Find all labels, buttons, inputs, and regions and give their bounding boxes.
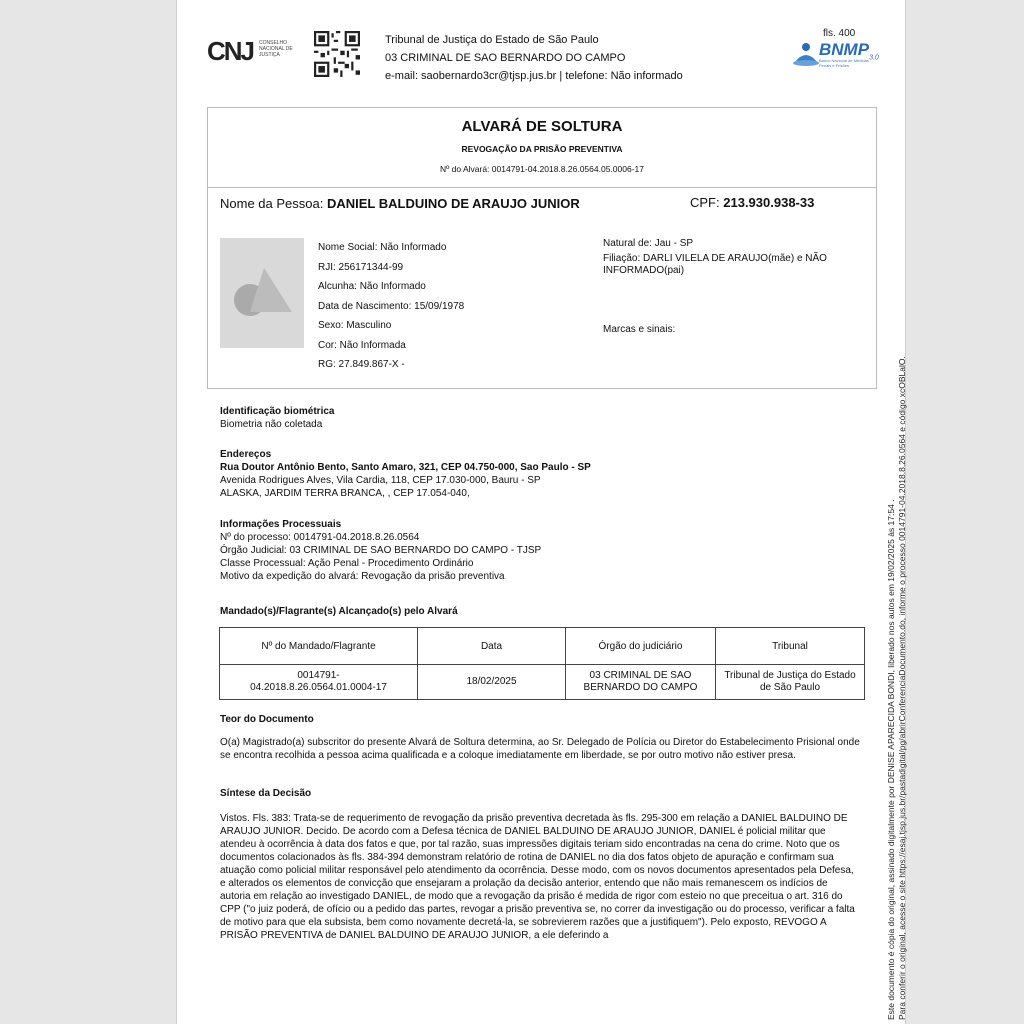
- section-text: Biometria não coletada: [220, 419, 323, 430]
- section-heading: Endereços: [220, 449, 272, 460]
- page-folio: fls. 400: [823, 28, 856, 39]
- court-unit: 03 CRIMINAL DE SAO BERNARDO DO CAMPO: [385, 52, 626, 64]
- sintese-section: [220, 787, 860, 987]
- table-header-row: [220, 628, 865, 665]
- cor: Cor: Não Informada: [318, 339, 406, 351]
- sintese-text: Vistos. Fls. 383: Trata-se de requerimento de revogação da prisão preventiva decretada às fls. 295-300 em relação a DANIEL BALDUINO DE ARAUJO JUNIOR. Decido. De acordo com a Defesa técnica de DANIEL BALDUINO DE ARAUJO JUNIOR, DANIEL é policial militar que atendeu à ocorrência à data dos fatos e que, por tal razão, suas impressões digitais teriam sido encontradas na cena do crime. Noto que os documentos colacionados às fls. 384-394 demonstram relatório de rotina de DANIEL no dia dos fatos objeto de apuração e confirmam sua atuação como policial militar responsável pelo atendimento da ocorrência. Desse modo, com os novos documentos apresentados pela Defesa, e alterados os elementos de convicção que ensejaram a prolação da decisão anterior, entendo que não mais remanescem os indícios de autoria em relação ao investigado DANIEL, de modo que a revogação da prisão é medida de rigor com esteio no que preceitua o art. 316 do CPP ("o juiz poderá, de ofício ou a pedido das partes, revogar a prisão preventiva se, no correr da investigação ou do processo, verificar a falta de motivo para que ela subsista, bem como novamente decretá-la, se sobrevierem razões que a justifiquem"). Pelo exposto, REVOGO A PRISÃO PREVENTIVA de DANIEL BALDUINO DE ARAUJO JUNIOR, a ele deferindo a: [220, 813, 855, 941]
- document-page: [176, 0, 906, 1024]
- column-header: Órgão do judiciário: [566, 628, 716, 665]
- orgao-judicial: Órgão Judicial: 03 CRIMINAL DE SAO BERNARDO DO CAMPO - TJSP: [220, 545, 542, 556]
- section-heading: Mandado(s)/Flagrante(s) Alcançado(s) pelo Alvará: [220, 606, 458, 617]
- mandado-tribunal: Tribunal de Justiça do Estado de São Paulo: [716, 665, 865, 700]
- alcunha: Alcunha: Não Informado: [318, 281, 426, 292]
- rg: RG: 27.849.867-X -: [318, 359, 405, 370]
- address-line: Avenida Rodrigues Alves, Vila Cardia, 118, CEP 17.030-000, Bauru - SP: [220, 475, 541, 486]
- bnmp-logo-icon: [791, 38, 821, 68]
- authenticity-line: Para conferir o original, acesse o site https://esaj.tjsp.jus.br/pastadigital/pg/abrirConferenciaDocumento.do, informe o processo 0014791-04.2018.8.26.0564 e código xcOBLalO.: [897, 356, 907, 1020]
- column-header: Tribunal: [716, 628, 865, 665]
- photo-placeholder-icon: [220, 238, 304, 348]
- table-row: [220, 665, 865, 700]
- filiacao: Filiação: DARLI VILELA DE ARAUJO(mãe) e NÃO INFORMADO(pai): [603, 253, 827, 276]
- column-header: Data: [418, 628, 566, 665]
- address-primary: Rua Doutor Antônio Bento, Santo Amaro, 321, CEP 04.750-000, Sao Paulo - SP: [220, 462, 591, 473]
- bnmp-logo-subtitle: Banco Nacional de Medidas Penais e Prisões: [819, 58, 869, 68]
- alvara-number: Nº do Alvará: 0014791-04.2018.8.26.0564.05.0006-17: [440, 164, 644, 174]
- classe-processual: Classe Processual: Ação Penal - Procedimento Ordinário: [220, 558, 474, 569]
- court-name: Tribunal de Justiça do Estado de São Paulo: [385, 34, 599, 46]
- document-title: ALVARÁ DE SOLTURA: [461, 118, 623, 135]
- mandados-table: [219, 627, 865, 700]
- nome-social: Nome Social: Não Informado: [318, 242, 447, 253]
- person-name: Nome da Pessoa: DANIEL BALDUINO DE ARAUJO JUNIOR: [220, 196, 580, 211]
- qr-code-icon: [314, 31, 360, 77]
- authenticity-line: Este documento é cópia do original, assinado digitalmente por DENISE APARECIDA BONDI, liberado nos autos em 19/02/2025 às 17:54 .: [886, 499, 896, 1020]
- sexo: Sexo: Masculino: [318, 320, 392, 331]
- teor-text: O(a) Magistrado(a) subscritor do presente Alvará de Soltura determina, ao Sr. Delegado de Polícia ou Diretor do Estabelecimento Prisional onde se encontra recolhida a pessoa acima qualificada e a coloque imediatamente em liberdade, se por outro motivo não estiver presa.: [220, 737, 860, 761]
- address-line: ALASKA, JARDIM TERRA BRANCA, , CEP 17.054-040,: [220, 488, 470, 499]
- mandado-orgao: 03 CRIMINAL DE SAO BERNARDO DO CAMPO: [566, 665, 716, 700]
- column-header: Nº do Mandado/Flagrante: [220, 628, 418, 665]
- enderecos-section: [220, 448, 880, 500]
- motivo-expedicao: Motivo da expedição do alvará: Revogação da prisão preventiva: [220, 571, 505, 582]
- person-details: [318, 238, 464, 375]
- section-heading: Identificação biométrica: [220, 406, 335, 417]
- biometria-section: [220, 405, 880, 431]
- section-heading: Síntese da Decisão: [220, 788, 312, 799]
- naturalidade: Natural de: Jau - SP: [603, 238, 694, 249]
- teor-section: [220, 713, 860, 762]
- mandado-date: 18/02/2025: [418, 665, 566, 700]
- processuais-section: [220, 518, 880, 583]
- title-box: [207, 107, 877, 188]
- mandado-number: 0014791- 04.2018.8.26.0564.01.0004-17: [220, 665, 418, 700]
- processo-number: Nº do processo: 0014791-04.2018.8.26.0564: [220, 532, 420, 543]
- marcas-sinais: Marcas e sinais:: [603, 324, 676, 335]
- data-nascimento: Data de Nascimento: 15/09/1978: [318, 300, 465, 312]
- section-heading: Informações Processuais: [220, 519, 342, 530]
- person-cpf: CPF: 213.930.938-33: [690, 195, 815, 210]
- section-heading: Teor do Documento: [220, 714, 314, 725]
- mandados-heading-block: [220, 605, 880, 618]
- bnmp-logo-text: $BNMP_{3.0}$: [819, 40, 879, 62]
- court-contact: e-mail: saobernardo3cr@tjsp.jus.br | telefone: Não informado: [385, 70, 683, 82]
- cnj-logo: CNJ: [207, 36, 254, 66]
- cnj-subtitle: CONSELHO NACIONAL DE JUSTIÇA: [259, 40, 293, 58]
- person-box: [207, 187, 877, 389]
- court-info: [385, 31, 683, 85]
- person-origin: [603, 238, 863, 277]
- authenticity-note: [886, 356, 908, 1020]
- document-subtitle: REVOGAÇÃO DA PRISÃO PREVENTIVA: [461, 144, 623, 154]
- rji: RJI: 256171344-99: [318, 261, 404, 273]
